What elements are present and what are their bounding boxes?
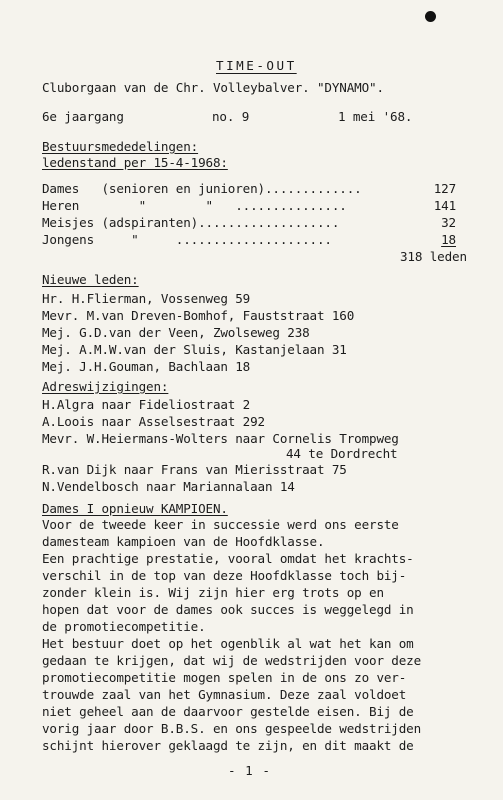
list-item: Mej. A.M.W.van der Sluis, Kastanjelaan 31 — [42, 342, 347, 357]
member-count-value: 127 — [433, 181, 456, 196]
article-line: hopen dat voor de dames ook succes is weggelegd in — [42, 602, 414, 617]
list-item: Mevr. W.Heiermans-Wolters naar Cornelis Trompweg — [42, 431, 399, 446]
article-line: Het bestuur doet op het ogenblik al wat het kan om — [42, 636, 414, 651]
article-line: Voor de tweede keer in successie werd ons eerste — [42, 517, 399, 532]
article-heading-caps: KAMPIOEN. — [160, 501, 228, 516]
board-subheading: ledenstand per 15-4-1968: — [42, 155, 228, 170]
list-item: A.Loois naar Asselsestraat 292 — [42, 414, 265, 429]
issue-label: no. 9 — [212, 109, 250, 124]
article-line: promotiecompetitie mogen spelen in de ons zo ver- — [42, 670, 407, 685]
article-line: zonder klein is. Wij zijn hier erg trots op en — [42, 585, 384, 600]
newsletter-subtitle: Cluborgaan van de Chr. Volleybalver. "DYNAMO". — [42, 80, 384, 95]
list-item: Hr. H.Flierman, Vossenweg 59 — [42, 291, 251, 306]
article-heading — [42, 501, 228, 517]
volume-label: 6e jaargang — [42, 109, 124, 124]
list-item: R.van Dijk naar Frans van Mierisstraat 75 — [42, 462, 347, 477]
member-count-value: 32 — [441, 215, 456, 230]
board-heading: Bestuursmededelingen: — [42, 139, 199, 154]
address-changes-heading: Adreswijzigingen: — [42, 379, 169, 394]
page-number: - 1 - — [228, 763, 271, 778]
issue-date: 1 mei '68. — [338, 109, 413, 124]
article-line: vorig jaar door B.B.S. en ons gespeelde wedstrijden — [42, 721, 422, 736]
new-members-heading: Nieuwe leden: — [42, 272, 139, 287]
article-line: Een prachtige prestatie, vooral omdat het krachts- — [42, 551, 414, 566]
list-item: H.Algra naar Fideliostraat 2 — [42, 397, 251, 412]
article-line: de promotiecompetitie. — [42, 619, 206, 634]
list-item-continuation: 44 te Dordrecht — [286, 446, 398, 461]
member-total: 318 leden — [400, 249, 467, 264]
member-count-label: Dames (senioren en junioren)............. — [42, 181, 362, 196]
article-line: verschil in de top van deze Hoofdklasse toch bij- — [42, 568, 407, 583]
article-line: trouwde zaal van het Gymnasium. Deze zaal voldoet — [42, 687, 407, 702]
article-line: niet geheel aan de daarvoor gestelde eisen. Bij de — [42, 704, 414, 719]
article-heading-text: Dames I opnieuw — [42, 501, 161, 516]
article-line: gedaan te krijgen, dat wij de wedstrijden voor deze — [42, 653, 422, 668]
member-count-value: 141 — [433, 198, 456, 213]
member-count-label: Heren " " ............... — [42, 198, 347, 213]
list-item: Mej. J.H.Gouman, Bachlaan 18 — [42, 359, 251, 374]
member-count-label: Meisjes (adspiranten)................... — [42, 215, 340, 230]
member-count-label: Jongens " ..................... — [42, 232, 332, 247]
newsletter-title: TIME-OUT — [216, 58, 297, 73]
ink-blot — [425, 11, 436, 22]
article-line: schijnt hierover geklaagd te zijn, en dit maakt de — [42, 738, 414, 753]
list-item: Mej. G.D.van der Veen, Zwolseweg 238 — [42, 325, 310, 340]
member-count-value: 18 — [441, 232, 456, 247]
list-item: N.Vendelbosch naar Mariannalaan 14 — [42, 479, 295, 494]
article-line: damesteam kampioen van de Hoofdklasse. — [42, 534, 325, 549]
list-item: Mevr. M.van Dreven-Bomhof, Fauststraat 160 — [42, 308, 355, 323]
